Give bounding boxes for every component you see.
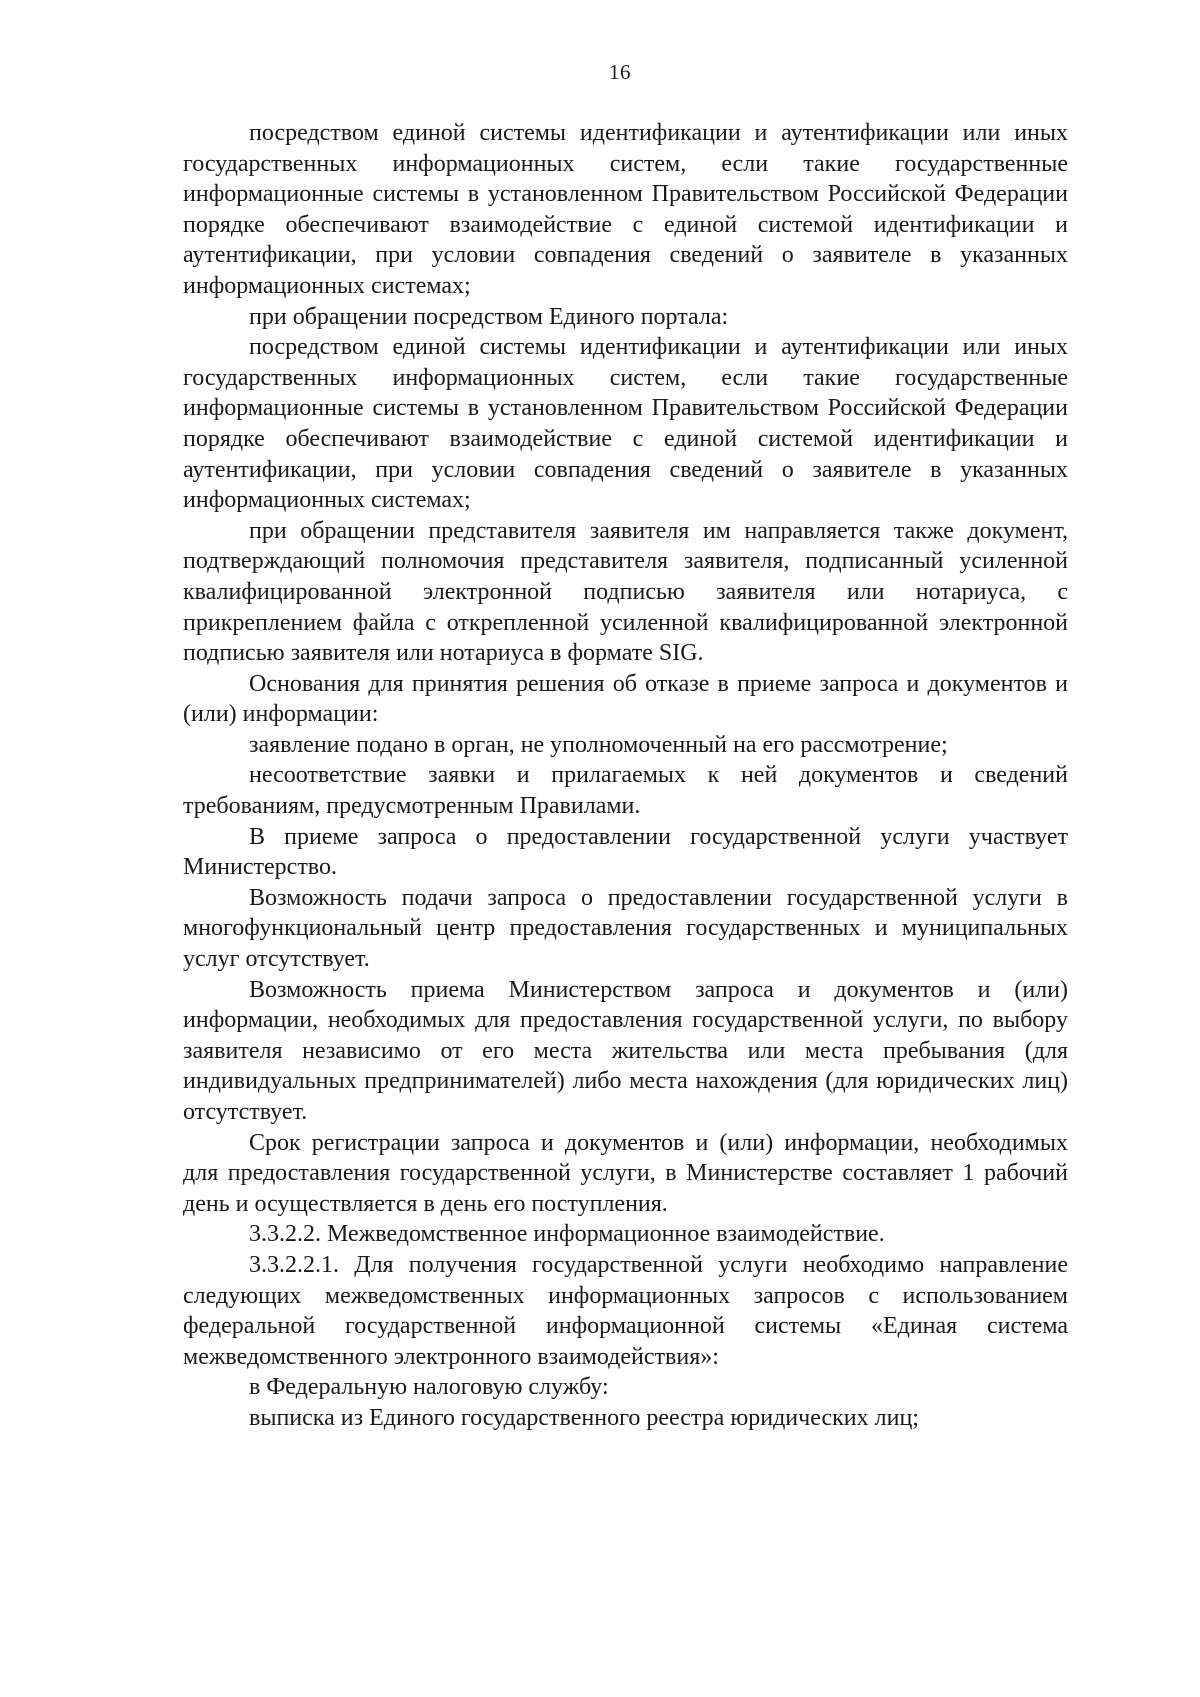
- paragraph: Возможность подачи запроса о предоставлении государственной услуги в многофункциональный центр предоставления государственных и муниципальных услуг отсутствует.: [183, 884, 1068, 973]
- paragraph: выписка из Единого государственного реестра юридических лиц;: [249, 1404, 919, 1431]
- paragraph: Срок регистрации запроса и документов и (или) информации, необходимых для предоставления государственной услуги, в Министерстве составляет 1 рабочий день и осуществляется в день его поступления.: [183, 1129, 1068, 1217]
- paragraph: при обращении посредством Единого портала:: [249, 303, 729, 330]
- paragraph: посредством единой системы идентификации и аутентификации или иных государственных информационных систем, если такие государственные информационные системы в установленном Правительством Российской Федерации порядке обеспечивают взаимодействие с единой системой идентификации и аутентификации, при условии совпадения сведений о заявителе в указанных информационных системах;: [183, 120, 1068, 299]
- paragraph: при обращении представителя заявителя им направляется также документ, подтверждающий полномочия представителя заявителя, подписанный усиленной квалифицированной электронной подписью заявителя или нотариуса, с прикреплением файла с открепленной усиленной квалифицированной электронной подписью заявителя или нотариуса в формате SIG.: [183, 517, 1068, 667]
- paragraph: Основания для принятия решения об отказе в приеме запроса и документов и (или) информации:: [183, 670, 1068, 728]
- paragraph: посредством единой системы идентификации и аутентификации или иных государственных информационных систем, если такие государственные информационные системы в установленном Правительством Российской Федерации порядке обеспечивают взаимодействие с единой системой идентификации и аутентификации, при условии совпадения сведений о заявителе в указанных информационных системах;: [183, 334, 1068, 514]
- paragraph: Возможность приема Министерством запроса и документов и (или) информации, необходимых для предоставления государственной услуги, по выбору заявителя независимо от его места жительства или места пребывания (для индивидуальных предпринимателей) либо места нахождения (для юридических лиц) отсутствует.: [183, 976, 1068, 1125]
- paragraph: несоответствие заявки и прилагаемых к ней документов и сведений требованиям, предусмотренным Правилами.: [183, 762, 1068, 820]
- paragraph: 3.3.2.2.1. Для получения государственной услуги необходимо направление следующих межведомственных информационных запросов с использованием федеральной государственной информационной системы «Единая система межведомственного электронного взаимодействия»:: [183, 1251, 1068, 1370]
- page-number: 16: [609, 60, 631, 84]
- paragraph: В приеме запроса о предоставлении государственной услуги участвует Министерство.: [183, 823, 1068, 881]
- document-body: [183, 118, 1068, 1434]
- paragraph: в Федеральную налоговую службу:: [249, 1374, 609, 1401]
- paragraph: 3.3.2.2. Межведомственное информационное взаимодействие.: [249, 1221, 885, 1248]
- paragraph: заявление подано в орган, не уполномоченный на его рассмотрение;: [249, 731, 948, 758]
